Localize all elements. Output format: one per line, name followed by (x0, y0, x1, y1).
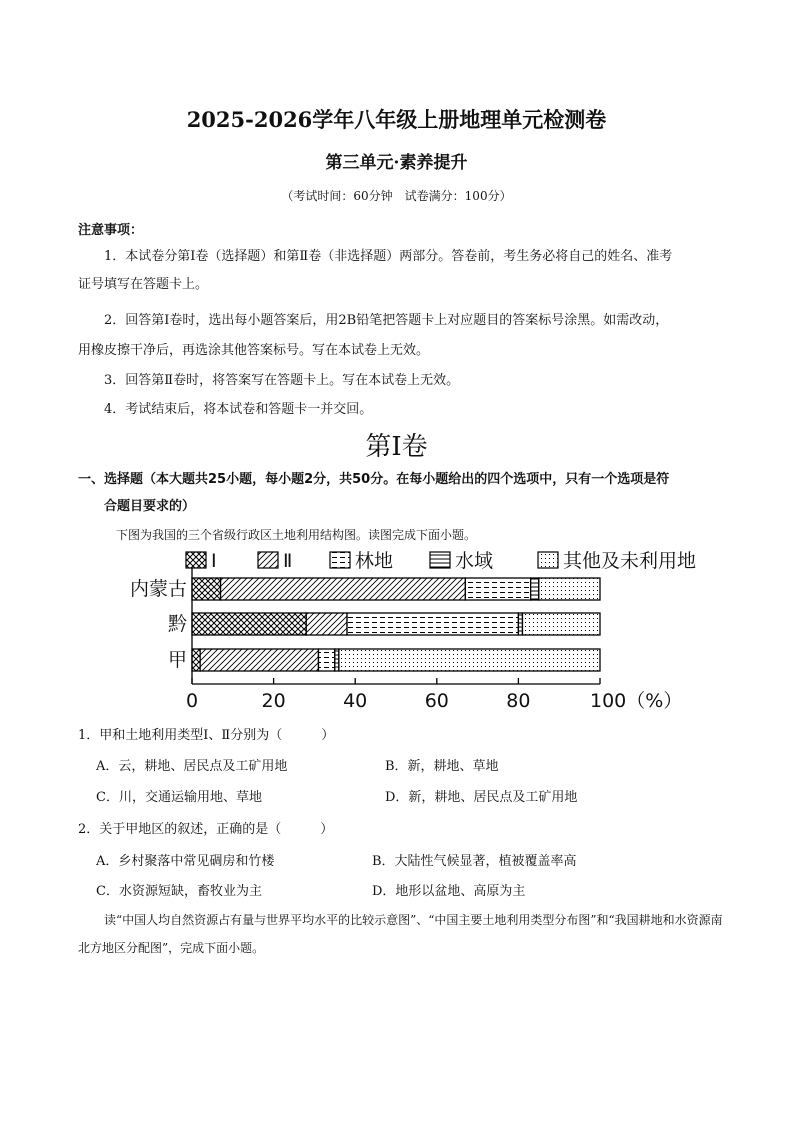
category-label: 黔 (167, 613, 187, 635)
bar-segment (192, 578, 221, 600)
question-option: D．新，耕地、居民点及工矿用地 (385, 790, 578, 805)
bar-segment (465, 578, 530, 600)
exam-meta: （考试时间：60分钟 试卷满分：100分） (281, 189, 512, 203)
question-option: B．大陆性气候显著，植被覆盖率高 (372, 854, 577, 869)
legend-label: 其他及未利用地 (563, 550, 697, 572)
bar-segment (192, 613, 306, 635)
question-option: A．乡村聚落中常见碉房和竹楼 (96, 854, 275, 869)
legend-swatch (430, 552, 450, 568)
volume-title: 第Ⅰ卷 (365, 432, 428, 462)
notice-line: 用橡皮擦干净后，再选涂其他答案标号。写在本试卷上无效。 (78, 343, 430, 358)
legend-swatch (330, 552, 350, 568)
legend-swatch (538, 552, 558, 568)
page-title: 2025-2026学年八年级上册地理单元检测卷 (186, 107, 607, 132)
bar-segment (339, 649, 600, 671)
legend-label: Ⅰ (211, 550, 217, 572)
bar-segment (522, 613, 600, 635)
legend-label: 水域 (455, 550, 494, 572)
bar-segment (306, 613, 347, 635)
bar-segment (200, 649, 318, 671)
notice-line: 1．本试卷分第Ⅰ卷（选择题）和第Ⅱ卷（非选择题）两部分。答卷前，考生务必将自己的姓名、准考 (104, 249, 673, 264)
question-option: C．水资源短缺，畜牧业为主 (96, 884, 262, 899)
category-label: 内蒙古 (129, 578, 187, 600)
notice-heading: 注意事项： (78, 223, 144, 238)
bar-segment (347, 613, 518, 635)
bar-segment (531, 578, 539, 600)
legend-label: Ⅱ (283, 550, 293, 572)
bar-segment (192, 649, 200, 671)
x-tick-label: 40 (343, 690, 368, 712)
legend-swatch (258, 552, 278, 568)
bar-segment (318, 649, 334, 671)
category-label: 甲 (167, 649, 187, 671)
question-stem: 2．关于甲地区的叙述，正确的是（ ） (78, 822, 334, 837)
x-tick-label: 20 (261, 690, 286, 712)
chart-bars (130, 578, 600, 671)
question-option: B．新，耕地、草地 (385, 759, 499, 774)
x-tick-label: 80 (506, 690, 531, 712)
x-tick-label: 100（%） (590, 690, 683, 712)
notice-line: 2．回答第Ⅰ卷时，选出每小题答案后，用2B铅笔把答题卡上对应题目的答案标号涂黑。如需改动， (104, 313, 669, 328)
bar-segment (221, 578, 466, 600)
question-option: A．云，耕地、居民点及工矿用地 (96, 759, 288, 774)
notice-line: 3．回答第Ⅱ卷时，将答案写在答题卡上。写在本试卷上无效。 (104, 373, 460, 388)
page-subtitle: 第三单元·素养提升 (325, 153, 468, 173)
question-option: C．川，交通运输用地、草地 (96, 790, 262, 805)
chart-intro: 下图为我国的三个省级行政区土地利用结构图。读图完成下面小题。 (116, 528, 477, 542)
chart-legend (186, 550, 696, 572)
x-tick-label: 0 (185, 690, 199, 712)
x-tick-label: 60 (424, 690, 449, 712)
notice-line: 证号填写在答题卡上。 (78, 277, 209, 292)
section-heading-line2: 合题目要求的） (104, 499, 196, 514)
section-heading (78, 466, 723, 520)
question-stem: 1．甲和土地利用类型Ⅰ、Ⅱ分别为（ ） (78, 728, 335, 743)
legend-label: 林地 (355, 550, 394, 572)
legend-swatch (186, 552, 206, 568)
reading-instruction: 读“中国人均自然资源占有量与世界平均水平的比较示意图”、“中国主要土地利用类型分布图”和“我国耕地和水资源南北方地区分配图”，完成下面小题。 (78, 913, 723, 955)
bar-segment (539, 578, 600, 600)
section-heading-line1: 一、选择题（本大题共25小题，每小题2分，共50分。在每小题给出的四个选项中，只有一个选项是符 (78, 472, 670, 487)
notice-line: 4．考试结束后，将本试卷和答题卡一并交回。 (104, 402, 373, 417)
land-use-chart (100, 545, 697, 715)
question-option: D．地形以盆地、高原为主 (372, 884, 526, 899)
